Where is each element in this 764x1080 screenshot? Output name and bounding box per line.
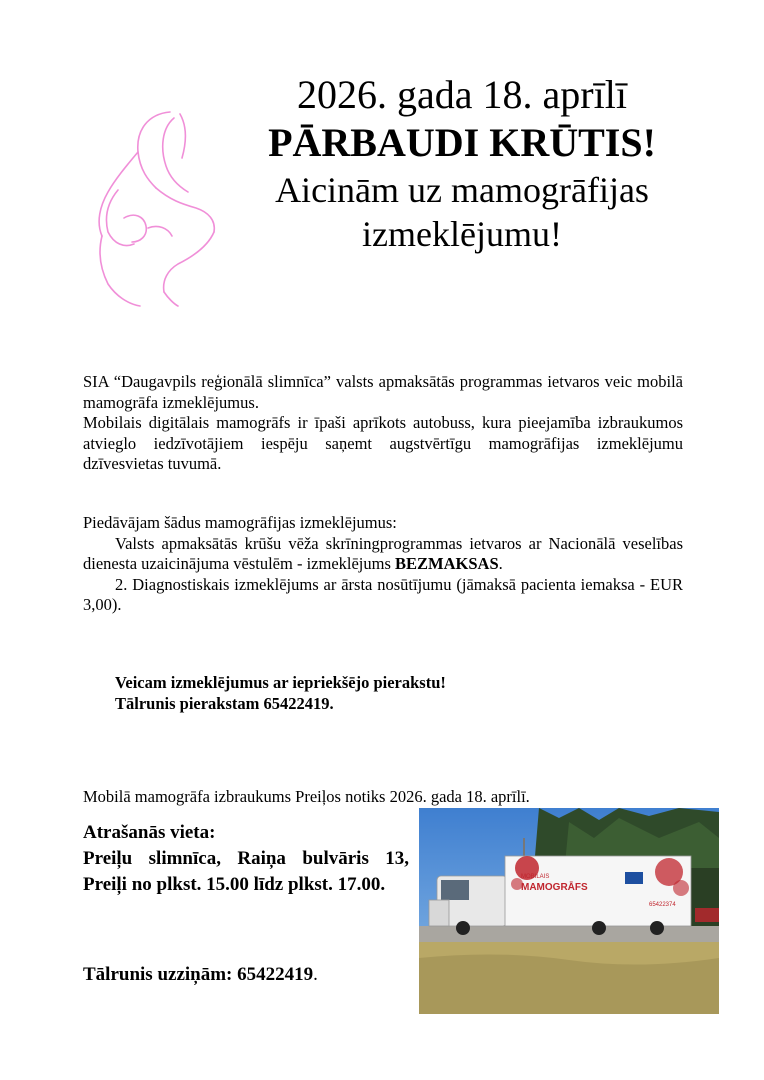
offers-heading: Piedāvājam šādus mamogrāfijas izmeklējumus:: [83, 513, 397, 532]
headline: PĀRBAUDI KRŪTIS!: [268, 120, 656, 165]
location-label: Atrašanās vieta:: [83, 822, 216, 843]
subtitle-line-2: izmeklējumu!: [362, 214, 562, 254]
offer-item-1-text: Valsts apmaksātās krūšu vēža skrīningprogrammas ietvaros ar Nacionālā veselības dienesta uzaicinājuma vēstulēm - izmeklējums: [83, 533, 683, 573]
info-phone-end: .: [313, 964, 318, 985]
appointment-section: [115, 673, 675, 714]
van-title-text: MAMOGRĀFS: [521, 882, 588, 893]
title-block: [232, 72, 692, 256]
intro-paragraph-1: SIA “Daugavpils reģionālā slimnīca” valsts apmaksātās programmas ietvaros veic mobilā mamogrāfa izmeklējumus.: [83, 372, 683, 412]
event-date-title: 2026. gada 18. aprīlī: [297, 72, 627, 117]
subtitle-line-1: Aicinām uz mamogrāfijas: [275, 170, 649, 210]
visit-note: Mobilā mamogrāfa izbraukums Preiļos notiks 2026. gada 18. aprīlī.: [83, 787, 530, 806]
woman-silhouette-illustration: [78, 108, 223, 308]
location-section: [83, 820, 409, 898]
offer-item-1-end: .: [498, 554, 503, 573]
appointment-phone-line: Tālrunis pierakstam 65422419.: [115, 693, 334, 713]
van-brand-text: MOBILAIS: [521, 874, 550, 880]
offer-item-1: [83, 534, 683, 575]
appointment-line-1: Veicam izmeklējumus ar iepriekšējo pierakstu!: [115, 673, 446, 692]
info-phone-label: Tālrunis uzziņām: 65422419: [83, 964, 314, 985]
van-phone-text: 65422374: [649, 902, 676, 908]
offers-section: [83, 513, 683, 616]
intro-section: [83, 372, 683, 475]
info-phone: [83, 962, 318, 988]
mammography-van-photo: [419, 808, 719, 1014]
location-address: Preiļu slimnīca, Raiņa bulvāris 13, Preiļi no plkst. 15.00 līdz plkst. 17.00.: [83, 848, 409, 895]
offer-item-2: 2. Diagnostiskais izmeklējums ar ārsta nosūtījumu (jāmaksā pacienta iemaksa - EUR 3,00).: [83, 574, 683, 614]
intro-paragraph-2: Mobilais digitālais mamogrāfs ir īpaši aprīkots autobuss, kura pieejamība izbraukumos atvieglo iedzīvotājiem iespēju saņemt augstvērtīgu mamogrāfijas izmeklējumu dzīvesvietas tuvumā.: [83, 413, 683, 473]
free-badge-text: BEZMAKSAS: [395, 554, 499, 573]
